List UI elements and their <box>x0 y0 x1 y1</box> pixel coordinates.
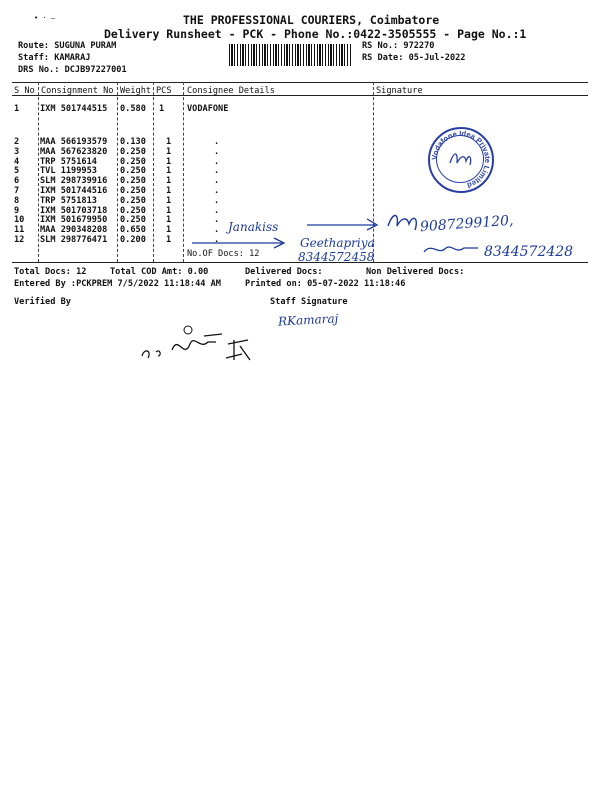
verified-by-label: Verified By <box>14 297 71 307</box>
row-cons: IXM 501744516 <box>40 185 108 196</box>
delivered-docs: Delivered Docs: <box>245 267 323 277</box>
row-weight: 0.250 <box>120 185 146 196</box>
handwritten-name-1: Janakiss <box>228 220 279 234</box>
row-sno: 4 <box>14 156 20 167</box>
row-weight: 0.580 <box>120 104 146 114</box>
row-pcs: 1 <box>166 176 172 187</box>
total-cod: Total COD Amt: 0.00 <box>110 267 209 277</box>
row-consignee-dot: . <box>214 215 220 226</box>
barcode <box>229 44 351 66</box>
handwritten-phone-3: 8344572428 <box>484 244 574 260</box>
col-header-weight: Weight <box>120 86 152 96</box>
row-cons: IXM 501703718 <box>40 205 108 216</box>
row-pcs: 1 <box>166 166 172 177</box>
col-header-sno: S No <box>14 86 35 96</box>
row-pcs: 1 <box>166 195 172 206</box>
row-consignee-dot: . <box>214 146 220 157</box>
printed-on: Printed on: 05-07-2022 11:18:46 <box>245 279 406 289</box>
col-header-consignment: Consignment No <box>41 86 114 96</box>
row-weight: 0.250 <box>120 156 146 167</box>
row-sno: 3 <box>14 146 20 157</box>
stamp-center-signature <box>448 149 474 169</box>
table-top-border <box>12 82 588 83</box>
company-title: THE PROFESSIONAL COURIERS, Coimbatore <box>183 13 440 27</box>
row-sno: 12 <box>14 234 25 245</box>
handwritten-phone-1: 9087299120, <box>419 212 514 236</box>
stray-mark: • · – <box>34 14 56 22</box>
verifier-signature <box>138 320 268 370</box>
row-cons: TVL 1199953 <box>40 166 97 177</box>
staff-label: Staff: KAMARAJ <box>18 53 91 63</box>
row-cons: MAA 567623820 <box>40 146 108 157</box>
row-sno: 10 <box>14 215 25 226</box>
row-consignee-dot: . <box>214 234 220 245</box>
svg-text:Vodafone Idea Private Limited: Vodafone Idea Private Limited <box>430 129 492 191</box>
handwritten-phone-2: 8344572458 <box>298 250 375 264</box>
row-consignee-dot: . <box>214 195 220 206</box>
row-sno: 1 <box>14 104 20 114</box>
consignee-name: VODAFONE <box>187 104 229 114</box>
row-weight: 0.200 <box>120 234 146 245</box>
row-weight: 0.250 <box>120 215 146 226</box>
col-header-consignee: Consignee Details <box>187 86 275 96</box>
handwritten-name-2: Geethapriya <box>300 236 375 250</box>
row-pcs: 1 <box>166 137 172 147</box>
staff-signature-label: Staff Signature <box>270 297 348 307</box>
col-header-signature: Signature <box>376 86 423 96</box>
row-pcs: 1 <box>166 205 172 216</box>
row-cons: MAA 566193579 <box>40 137 108 147</box>
row-sno: 5 <box>14 166 20 177</box>
consignment-rows <box>14 138 219 246</box>
company-stamp <box>428 127 494 193</box>
row-weight: 0.250 <box>120 166 146 177</box>
row-cons: SLM 298776471 <box>40 234 108 245</box>
staff-signature: RKamaraj <box>277 311 339 329</box>
row-sno: 11 <box>14 225 25 236</box>
drs-number: DRS No.: DCJB97227001 <box>18 65 127 75</box>
col-divider <box>373 82 374 262</box>
row-consignee-dot: . <box>214 225 220 236</box>
row-pcs: 1 <box>166 225 172 236</box>
row-sno: 8 <box>14 195 20 206</box>
row-pcs: 1 <box>166 215 172 226</box>
row-cons: TRP 5751614 <box>40 156 97 167</box>
row-weight: 0.250 <box>120 176 146 187</box>
row-pcs: 1 <box>166 156 172 167</box>
row-consignee-dot: . <box>214 166 220 177</box>
row-sno: 6 <box>14 176 20 187</box>
row-cons: TRP 5751813 <box>40 195 97 206</box>
route-label: Route: SUGUNA PURAM <box>18 41 117 51</box>
row-pcs: 1 <box>166 185 172 196</box>
row-pcs: 1 <box>166 234 172 245</box>
row-consignee-dot: . <box>214 137 220 147</box>
row-consignee-dot: . <box>214 156 220 167</box>
row-cons: MAA 290348208 <box>40 225 108 236</box>
row-pcs: 1 <box>159 104 165 114</box>
row-cons: IXM 501679950 <box>40 215 108 226</box>
row-pcs: 1 <box>166 146 172 157</box>
row-weight: 0.250 <box>120 195 146 206</box>
row-weight: 0.250 <box>120 146 146 157</box>
row-sno: 9 <box>14 205 20 216</box>
entered-by: Entered By :PCKPREM 7/5/2022 11:18:44 AM <box>14 279 221 289</box>
runsheet-title: Delivery Runsheet - PCK - Phone No.:0422-3505555 - Page No.:1 <box>104 27 527 41</box>
row-sno: 7 <box>14 185 20 196</box>
row-cons: SLM 298739916 <box>40 176 108 187</box>
row-consignee-dot: . <box>214 185 220 196</box>
rs-date: RS Date: 05-Jul-2022 <box>362 53 466 63</box>
row-consignment: IXM 501744515 <box>40 104 108 114</box>
total-docs: Total Docs: 12 <box>14 267 87 277</box>
row-consignee-dot: . <box>214 176 220 187</box>
table-row <box>14 236 219 246</box>
hand-scribble <box>422 240 482 258</box>
rs-number: RS No.: 972270 <box>362 41 435 51</box>
no-of-docs: No.OF Docs: 12 <box>187 249 260 259</box>
row-consignee-dot: . <box>214 205 220 216</box>
row-weight: 0.250 <box>120 205 146 216</box>
non-delivered-docs: Non Delivered Docs: <box>366 267 465 277</box>
row-weight: 0.130 <box>120 137 146 147</box>
row-sno: 2 <box>14 137 20 147</box>
col-header-pcs: PCS <box>156 86 172 96</box>
row-weight: 0.650 <box>120 225 146 236</box>
hand-arrow-2 <box>190 236 290 250</box>
hand-arrow-1 <box>305 215 385 231</box>
